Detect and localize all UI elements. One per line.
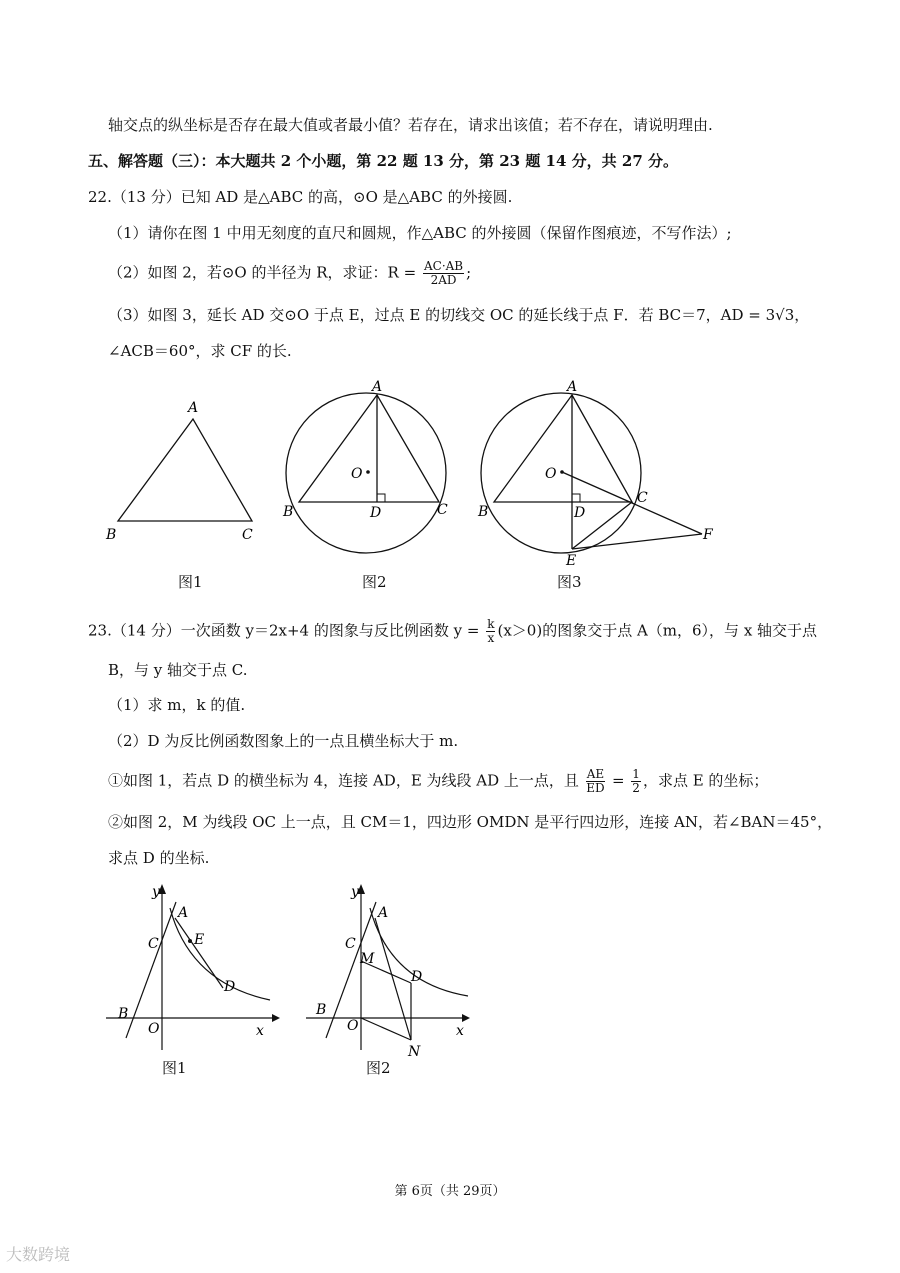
q22-fraction [423,260,464,287]
label-x: x [456,1023,464,1039]
ratio-den: ED [586,781,605,795]
text-line-1: 轴交点的纵坐标是否存在最大值或者最小值？若存在，请求出该值；若不存在，请说明理由. [108,116,713,134]
q22-p2-text: （2）如图 2，若⊙O 的半径为 R，求证：R = [108,263,417,282]
label-e: E [194,932,205,948]
label-d: D [224,979,236,995]
q23-p21-end: ，求点 E 的坐标； [642,771,769,790]
question-23-part-2-1 [108,768,768,795]
q22-frac-den: 2AD [430,273,457,287]
caption-fig2: 图2 [362,573,387,591]
q23-p21-text: ①如图 1，若点 D 的横坐标为 4，连接 AD，E 为线段 AD 上一点，且 [108,771,579,790]
label-a: A [567,379,578,395]
label-y: y [152,884,160,900]
label-d: D [574,505,586,521]
question-23-part-2: （2）D 为反比例函数图象上的一点且横坐标大于 m. [108,732,459,750]
section-heading: 五、解答题（三）：本大题共 2 个小题，第 22 题 13 分，第 23 题 14 分，共 27 分。 [88,152,678,170]
caption-fig1: 图1 [178,573,203,591]
equals-sign: = [611,771,625,790]
watermark: 大数跨境 [6,1245,71,1264]
label-b: B [478,504,489,520]
label-a: A [188,400,199,416]
ratio-ae-ed [586,768,605,795]
figure-23-1 [100,878,280,1053]
right-angle-mark [572,494,580,502]
x-axis-arrow [272,1014,280,1022]
q23-frac-den: x [487,631,495,645]
segment-on [361,1018,411,1040]
hyperbola [170,908,270,1000]
label-y: y [351,884,359,900]
label-c: C [148,936,159,952]
q22-frac-num: AC·AB [423,259,464,273]
ray-of [562,472,702,534]
label-a: A [372,379,383,395]
label-d: D [370,505,382,521]
question-22-part-2 [108,260,471,287]
question-23-stem [88,618,817,645]
right-angle-mark [377,494,385,502]
label-c: C [437,502,448,518]
figure-22-2 [275,375,460,560]
segment-ad [175,918,223,988]
figure-22-3 [470,375,720,570]
label-o: O [148,1021,160,1037]
label-m: M [360,951,375,967]
label-b: B [118,1006,129,1022]
page-footer: 第 6页（共 29页） [394,1184,506,1199]
q23-fraction [486,618,495,645]
label-b: B [106,527,117,543]
segment-an [375,918,411,1040]
label-c: C [637,490,648,506]
caption-fig3: 图3 [557,573,582,591]
label-a: A [178,905,189,921]
triangle-abc [299,395,439,502]
question-23-part-1: （1）求 m，k 的值. [108,696,246,714]
question-23-stem-cont: B，与 y 轴交于点 C. [108,661,248,679]
ratio-value-den: 2 [632,781,640,795]
center-point-o [366,470,370,474]
label-n: N [408,1044,421,1058]
q22-p2-end: ; [466,263,472,282]
label-c: C [242,527,253,543]
question-23-part-2-2: ②如图 2，M 为线段 OC 上一点，且 CM＝1，四边形 OMDN 是平行四边形，连接 AN，若∠BAN＝45°， [108,813,833,831]
question-22-part-1: （1）请你在图 1 中用无刻度的直尺和圆规，作△ABC 的外接圆（保留作图痕迹，不写作法）; [108,224,732,242]
label-f: F [703,527,713,543]
label-b: B [283,504,294,520]
label-a: A [378,905,389,921]
label-o: O [347,1018,359,1034]
figure-23-2 [300,878,480,1058]
tangent-ef [572,534,702,549]
label-o: O [351,466,363,482]
center-point-o [560,470,564,474]
label-c: C [345,936,356,952]
question-22-part-3: （3）如图 3，延长 AD 交⊙O 于点 E，过点 E 的切线交 OC 的延长线于点 F．若 BC＝7，AD = 3√3， [108,306,810,324]
q23-text-b: (x＞0)的图象交于点 A（m，6），与 x 轴交于点 [497,621,818,640]
q23-text-a: 23.（14 分）一次函数 y＝2x+4 的图象与反比例函数 y = [88,621,480,640]
question-22-stem: 22.（13 分）已知 AD 是△ABC 的高，⊙O 是△ABC 的外接圆. [88,188,513,206]
label-x: x [256,1023,264,1039]
question-23-part-2-2-cont: 求点 D 的坐标. [108,849,210,867]
q23-frac-num: k [487,617,495,631]
figure-22-1 [100,395,270,550]
triangle-abc [118,419,252,521]
label-o: O [545,466,557,482]
caption-fig5: 图2 [366,1059,391,1077]
ratio-num: AE [586,767,605,781]
ratio-value [631,768,641,795]
question-22-part-3-cont: ∠ACB＝60°，求 CF 的长. [108,342,292,360]
point-e [188,939,192,943]
label-d: D [411,969,423,985]
ratio-value-num: 1 [632,767,640,781]
caption-fig4: 图1 [162,1059,187,1077]
label-e: E [566,553,577,569]
x-axis-arrow [462,1014,470,1022]
label-b: B [316,1002,327,1018]
